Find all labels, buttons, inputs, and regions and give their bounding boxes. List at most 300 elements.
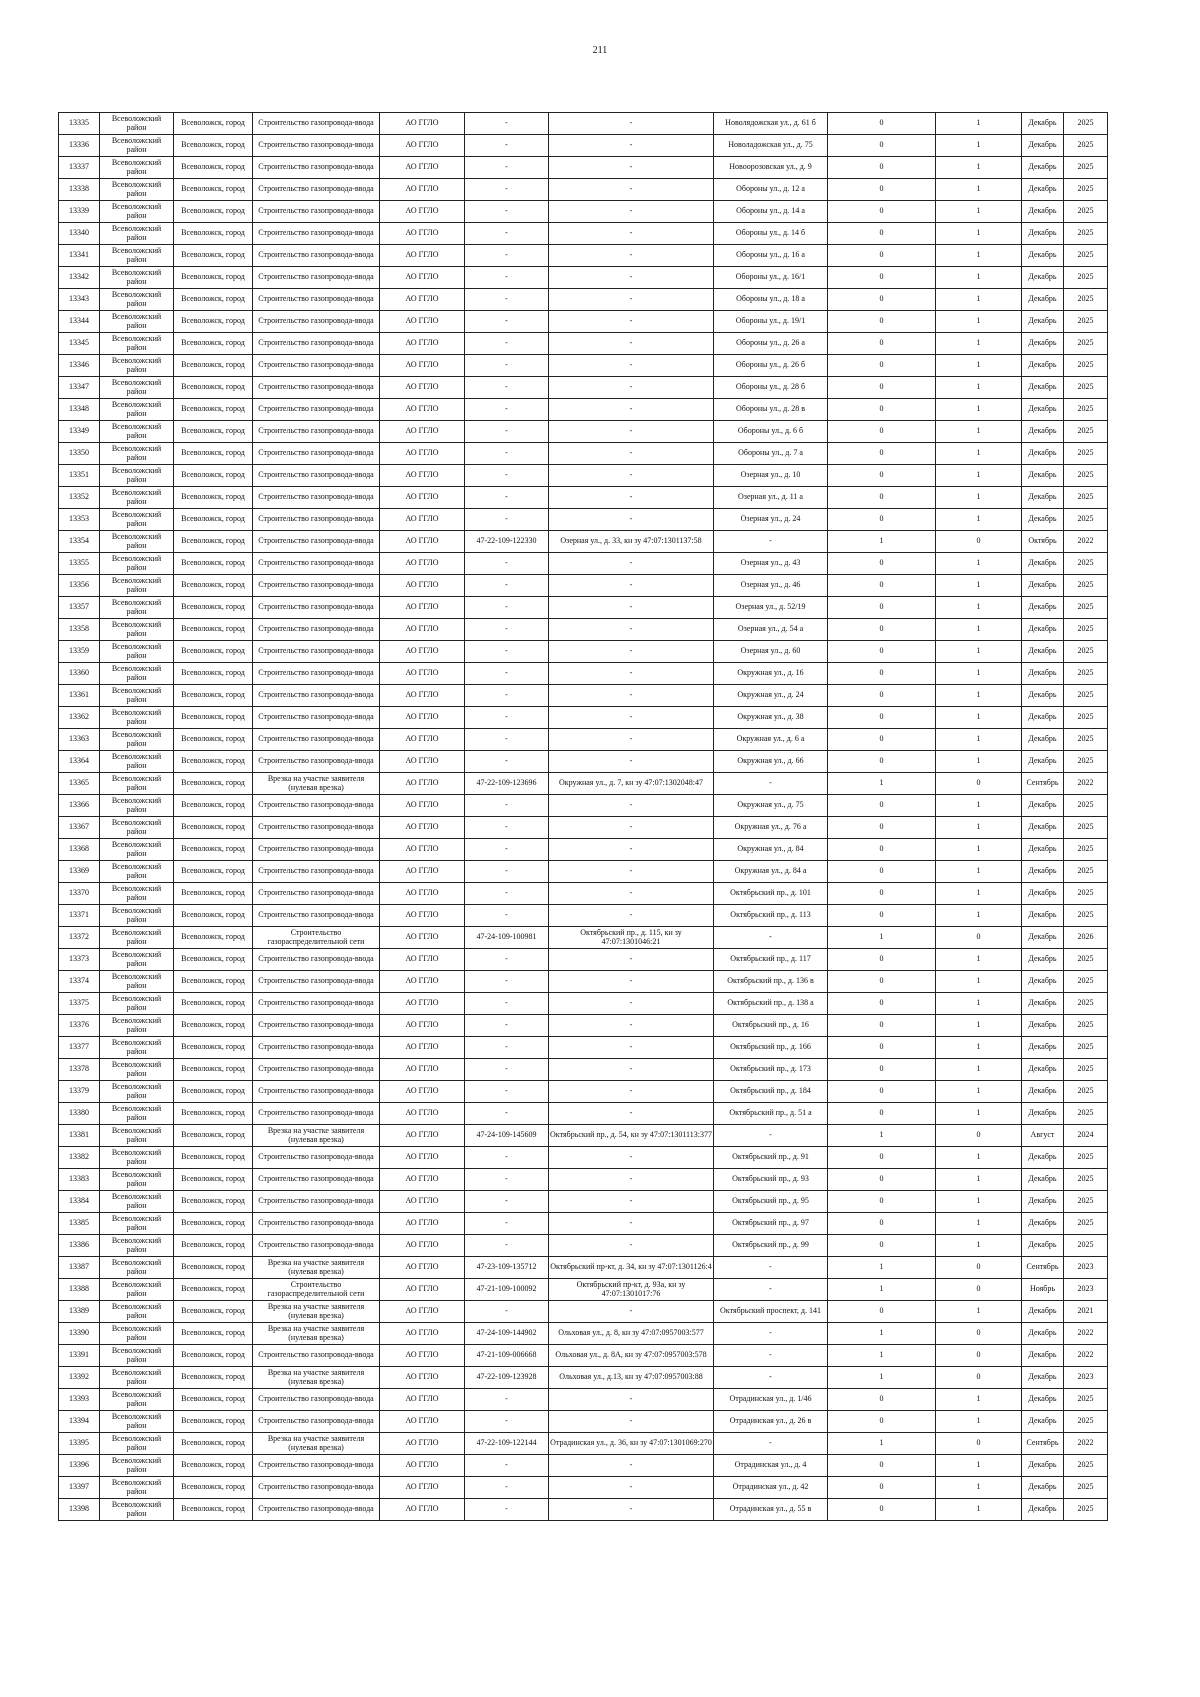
value-two-cell: 1 [936, 1103, 1022, 1125]
organization-cell: АО ГГЛО [380, 1191, 465, 1213]
value-two-cell: 1 [936, 575, 1022, 597]
year-cell: 2025 [1064, 1081, 1108, 1103]
work-type-cell: Врезка на участке заявителя (нулевая врезка) [253, 773, 380, 795]
year-cell: 2023 [1064, 1367, 1108, 1389]
application-code-cell: - [465, 245, 549, 267]
table-row [59, 509, 1108, 531]
work-type-cell: Строительство газопровода-ввода [253, 641, 380, 663]
application-code-cell: - [465, 729, 549, 751]
value-two-cell: 1 [936, 597, 1022, 619]
district-cell: Всеволожский район [100, 289, 174, 311]
address-cell: Отрадинская ул., д. 4 [714, 1455, 828, 1477]
registry-table [58, 112, 1108, 1521]
cadastral-address-cell: - [549, 1081, 714, 1103]
locality-cell: Всеволожск, город [174, 949, 253, 971]
organization-cell: АО ГГЛО [380, 949, 465, 971]
cadastral-address-cell: - [549, 201, 714, 223]
cadastral-address-cell: Окружная ул., д. 7, кн зу 47:07:1302048:47 [549, 773, 714, 795]
address-cell: Окружная ул., д. 76 а [714, 817, 828, 839]
value-one-cell: 0 [828, 707, 936, 729]
district-cell: Всеволожский район [100, 619, 174, 641]
organization-cell: АО ГГЛО [380, 1015, 465, 1037]
month-cell: Декабрь [1022, 113, 1064, 135]
organization-cell: АО ГГЛО [380, 135, 465, 157]
cadastral-address-cell: - [549, 883, 714, 905]
cadastral-address-cell: - [549, 729, 714, 751]
row-number-cell: 13394 [59, 1411, 100, 1433]
year-cell: 2022 [1064, 773, 1108, 795]
value-two-cell: 1 [936, 267, 1022, 289]
year-cell: 2022 [1064, 1323, 1108, 1345]
district-cell: Всеволожский район [100, 685, 174, 707]
address-cell: Обороны ул., д. 14 б [714, 223, 828, 245]
organization-cell: АО ГГЛО [380, 905, 465, 927]
address-cell: Окружная ул., д. 84 а [714, 861, 828, 883]
organization-cell: АО ГГЛО [380, 707, 465, 729]
address-cell: Отрадинская ул., д. 42 [714, 1477, 828, 1499]
address-cell: Октябрьский пр., д. 99 [714, 1235, 828, 1257]
organization-cell: АО ГГЛО [380, 487, 465, 509]
work-type-cell: Строительство газопровода-ввода [253, 1169, 380, 1191]
value-two-cell: 1 [936, 377, 1022, 399]
district-cell: Всеволожский район [100, 641, 174, 663]
cadastral-address-cell: - [549, 311, 714, 333]
cadastral-address-cell: - [549, 1389, 714, 1411]
value-two-cell: 1 [936, 465, 1022, 487]
address-cell: Окружная ул., д. 84 [714, 839, 828, 861]
work-type-cell: Строительство газопровода-ввода [253, 905, 380, 927]
value-one-cell: 0 [828, 597, 936, 619]
cadastral-address-cell: - [549, 817, 714, 839]
table-row [59, 685, 1108, 707]
work-type-cell: Строительство газопровода-ввода [253, 487, 380, 509]
table-row [59, 1411, 1108, 1433]
cadastral-address-cell: - [549, 663, 714, 685]
district-cell: Всеволожский район [100, 1279, 174, 1301]
table-row [59, 465, 1108, 487]
application-code-cell: - [465, 1059, 549, 1081]
value-one-cell: 1 [828, 1367, 936, 1389]
work-type-cell: Строительство газопровода-ввода [253, 509, 380, 531]
value-one-cell: 0 [828, 1081, 936, 1103]
year-cell: 2025 [1064, 1235, 1108, 1257]
locality-cell: Всеволожск, город [174, 1389, 253, 1411]
organization-cell: АО ГГЛО [380, 179, 465, 201]
table-row [59, 201, 1108, 223]
table-row [59, 1169, 1108, 1191]
work-type-cell: Строительство газопровода-ввода [253, 465, 380, 487]
cadastral-address-cell: - [549, 1015, 714, 1037]
district-cell: Всеволожский район [100, 179, 174, 201]
year-cell: 2025 [1064, 509, 1108, 531]
month-cell: Сентябрь [1022, 1433, 1064, 1455]
value-one-cell: 0 [828, 1235, 936, 1257]
work-type-cell: Строительство газопровода-ввода [253, 861, 380, 883]
locality-cell: Всеволожск, город [174, 575, 253, 597]
locality-cell: Всеволожск, город [174, 641, 253, 663]
row-number-cell: 13368 [59, 839, 100, 861]
organization-cell: АО ГГЛО [380, 333, 465, 355]
value-two-cell: 1 [936, 157, 1022, 179]
month-cell: Декабрь [1022, 839, 1064, 861]
organization-cell: АО ГГЛО [380, 663, 465, 685]
application-code-cell: - [465, 663, 549, 685]
district-cell: Всеволожский район [100, 1103, 174, 1125]
value-one-cell: 1 [828, 1323, 936, 1345]
address-cell: Обороны ул., д. 28 б [714, 377, 828, 399]
work-type-cell: Строительство газопровода-ввода [253, 399, 380, 421]
organization-cell: АО ГГЛО [380, 685, 465, 707]
locality-cell: Всеволожск, город [174, 267, 253, 289]
locality-cell: Всеволожск, город [174, 553, 253, 575]
application-code-cell: - [465, 1147, 549, 1169]
district-cell: Всеволожский район [100, 1433, 174, 1455]
value-two-cell: 1 [936, 993, 1022, 1015]
address-cell: Октябрьский пр., д. 101 [714, 883, 828, 905]
cadastral-address-cell: - [549, 179, 714, 201]
value-one-cell: 0 [828, 245, 936, 267]
month-cell: Декабрь [1022, 1345, 1064, 1367]
work-type-cell: Строительство газопровода-ввода [253, 113, 380, 135]
cadastral-address-cell: - [549, 905, 714, 927]
address-cell: Октябрьский проспект, д. 141 [714, 1301, 828, 1323]
cadastral-address-cell: Октябрьский пр-кт, д. 34, кн зу 47:07:1301126:4 [549, 1257, 714, 1279]
work-type-cell: Строительство газопровода-ввода [253, 1411, 380, 1433]
cadastral-address-cell: Отрадинская ул., д. 36, кн зу 47:07:1301069:270 [549, 1433, 714, 1455]
row-number-cell: 13367 [59, 817, 100, 839]
locality-cell: Всеволожск, город [174, 1257, 253, 1279]
row-number-cell: 13398 [59, 1499, 100, 1521]
application-code-cell: 47-22-109-122144 [465, 1433, 549, 1455]
value-one-cell: 0 [828, 157, 936, 179]
year-cell: 2025 [1064, 487, 1108, 509]
cadastral-address-cell: - [549, 355, 714, 377]
application-code-cell: - [465, 861, 549, 883]
value-two-cell: 1 [936, 1015, 1022, 1037]
organization-cell: АО ГГЛО [380, 1169, 465, 1191]
address-cell: Обороны ул., д. 6 б [714, 421, 828, 443]
value-one-cell: 0 [828, 1015, 936, 1037]
value-one-cell: 0 [828, 201, 936, 223]
year-cell: 2025 [1064, 817, 1108, 839]
value-one-cell: 0 [828, 311, 936, 333]
value-two-cell: 0 [936, 927, 1022, 949]
month-cell: Декабрь [1022, 817, 1064, 839]
table-row [59, 597, 1108, 619]
locality-cell: Всеволожск, город [174, 1125, 253, 1147]
month-cell: Декабрь [1022, 465, 1064, 487]
table-row [59, 421, 1108, 443]
locality-cell: Всеволожск, город [174, 1015, 253, 1037]
cadastral-address-cell: - [549, 949, 714, 971]
application-code-cell: - [465, 817, 549, 839]
cadastral-address-cell: - [549, 1037, 714, 1059]
district-cell: Всеволожский район [100, 993, 174, 1015]
row-number-cell: 13356 [59, 575, 100, 597]
application-code-cell: - [465, 1389, 549, 1411]
application-code-cell: - [465, 1235, 549, 1257]
address-cell: - [714, 531, 828, 553]
year-cell: 2025 [1064, 839, 1108, 861]
organization-cell: АО ГГЛО [380, 1367, 465, 1389]
locality-cell: Всеволожск, город [174, 1191, 253, 1213]
row-number-cell: 13385 [59, 1213, 100, 1235]
cadastral-address-cell: - [549, 487, 714, 509]
address-cell: Октябрьский пр., д. 173 [714, 1059, 828, 1081]
month-cell: Декабрь [1022, 1455, 1064, 1477]
value-two-cell: 1 [936, 201, 1022, 223]
table-row [59, 135, 1108, 157]
month-cell: Декабрь [1022, 1015, 1064, 1037]
value-two-cell: 0 [936, 1433, 1022, 1455]
address-cell: Окружная ул., д. 24 [714, 685, 828, 707]
year-cell: 2025 [1064, 377, 1108, 399]
address-cell: Окружная ул., д. 38 [714, 707, 828, 729]
district-cell: Всеволожский район [100, 575, 174, 597]
year-cell: 2025 [1064, 443, 1108, 465]
value-two-cell: 1 [936, 1477, 1022, 1499]
value-one-cell: 0 [828, 883, 936, 905]
organization-cell: АО ГГЛО [380, 575, 465, 597]
table-row [59, 1059, 1108, 1081]
organization-cell: АО ГГЛО [380, 795, 465, 817]
district-cell: Всеволожский район [100, 1389, 174, 1411]
locality-cell: Всеволожск, город [174, 971, 253, 993]
year-cell: 2025 [1064, 1213, 1108, 1235]
district-cell: Всеволожский район [100, 905, 174, 927]
value-one-cell: 0 [828, 905, 936, 927]
locality-cell: Всеволожск, город [174, 1081, 253, 1103]
district-cell: Всеволожский район [100, 443, 174, 465]
locality-cell: Всеволожск, город [174, 1213, 253, 1235]
application-code-cell: - [465, 201, 549, 223]
address-cell: Октябрьский пр., д. 51 а [714, 1103, 828, 1125]
year-cell: 2025 [1064, 421, 1108, 443]
cadastral-address-cell: - [549, 1213, 714, 1235]
value-two-cell: 1 [936, 289, 1022, 311]
address-cell: Октябрьский пр., д. 93 [714, 1169, 828, 1191]
year-cell: 2025 [1064, 1389, 1108, 1411]
district-cell: Всеволожский район [100, 773, 174, 795]
cadastral-address-cell: Октябрьский пр., д. 54, кн зу 47:07:1301113:377 [549, 1125, 714, 1147]
year-cell: 2025 [1064, 597, 1108, 619]
value-two-cell: 1 [936, 817, 1022, 839]
organization-cell: АО ГГЛО [380, 399, 465, 421]
cadastral-address-cell: - [549, 1411, 714, 1433]
value-one-cell: 0 [828, 135, 936, 157]
month-cell: Декабрь [1022, 443, 1064, 465]
work-type-cell: Строительство газопровода-ввода [253, 1455, 380, 1477]
value-two-cell: 1 [936, 641, 1022, 663]
application-code-cell: - [465, 1169, 549, 1191]
district-cell: Всеволожский район [100, 157, 174, 179]
value-one-cell: 0 [828, 685, 936, 707]
registry-body [59, 113, 1108, 1521]
organization-cell: АО ГГЛО [380, 1477, 465, 1499]
value-one-cell: 0 [828, 575, 936, 597]
organization-cell: АО ГГЛО [380, 1081, 465, 1103]
value-one-cell: 0 [828, 465, 936, 487]
row-number-cell: 13365 [59, 773, 100, 795]
value-one-cell: 0 [828, 113, 936, 135]
application-code-cell: - [465, 1499, 549, 1521]
row-number-cell: 13393 [59, 1389, 100, 1411]
year-cell: 2025 [1064, 575, 1108, 597]
organization-cell: АО ГГЛО [380, 531, 465, 553]
month-cell: Декабрь [1022, 619, 1064, 641]
address-cell: Обороны ул., д. 16 а [714, 245, 828, 267]
table-row [59, 157, 1108, 179]
value-two-cell: 0 [936, 773, 1022, 795]
address-cell: Октябрьский пр., д. 184 [714, 1081, 828, 1103]
application-code-cell: - [465, 751, 549, 773]
application-code-cell: - [465, 707, 549, 729]
table-row [59, 1103, 1108, 1125]
month-cell: Октябрь [1022, 531, 1064, 553]
work-type-cell: Строительство газопровода-ввода [253, 443, 380, 465]
table-row [59, 949, 1108, 971]
organization-cell: АО ГГЛО [380, 157, 465, 179]
month-cell: Декабрь [1022, 377, 1064, 399]
address-cell: Октябрьский пр., д. 16 [714, 1015, 828, 1037]
year-cell: 2025 [1064, 179, 1108, 201]
table-row [59, 1499, 1108, 1521]
application-code-cell: - [465, 685, 549, 707]
row-number-cell: 13355 [59, 553, 100, 575]
row-number-cell: 13396 [59, 1455, 100, 1477]
address-cell: Обороны ул., д. 14 а [714, 201, 828, 223]
table-row [59, 1191, 1108, 1213]
application-code-cell: - [465, 641, 549, 663]
district-cell: Всеволожский район [100, 1147, 174, 1169]
locality-cell: Всеволожск, город [174, 619, 253, 641]
value-two-cell: 1 [936, 245, 1022, 267]
month-cell: Декабрь [1022, 663, 1064, 685]
work-type-cell: Строительство газопровода-ввода [253, 751, 380, 773]
locality-cell: Всеволожск, город [174, 355, 253, 377]
table-row [59, 1323, 1108, 1345]
organization-cell: АО ГГЛО [380, 245, 465, 267]
year-cell: 2025 [1064, 1015, 1108, 1037]
work-type-cell: Строительство газопровода-ввода [253, 421, 380, 443]
work-type-cell: Строительство газопровода-ввода [253, 597, 380, 619]
month-cell: Декабрь [1022, 597, 1064, 619]
month-cell: Декабрь [1022, 245, 1064, 267]
locality-cell: Всеволожск, город [174, 1323, 253, 1345]
value-two-cell: 1 [936, 905, 1022, 927]
work-type-cell: Врезка на участке заявителя (нулевая врезка) [253, 1367, 380, 1389]
table-row [59, 795, 1108, 817]
value-one-cell: 0 [828, 971, 936, 993]
table-row [59, 311, 1108, 333]
district-cell: Всеволожский район [100, 465, 174, 487]
table-row [59, 575, 1108, 597]
table-row [59, 289, 1108, 311]
year-cell: 2025 [1064, 685, 1108, 707]
address-cell: Окружная ул., д. 16 [714, 663, 828, 685]
district-cell: Всеволожский район [100, 1015, 174, 1037]
table-row [59, 1213, 1108, 1235]
month-cell: Декабрь [1022, 685, 1064, 707]
application-code-cell: - [465, 949, 549, 971]
value-one-cell: 0 [828, 333, 936, 355]
year-cell: 2022 [1064, 1433, 1108, 1455]
work-type-cell: Строительство газопровода-ввода [253, 135, 380, 157]
value-one-cell: 0 [828, 839, 936, 861]
locality-cell: Всеволожск, город [174, 289, 253, 311]
address-cell: Октябрьский пр., д. 166 [714, 1037, 828, 1059]
address-cell: Новоладожская ул., д. 75 [714, 135, 828, 157]
locality-cell: Всеволожск, город [174, 707, 253, 729]
month-cell: Декабрь [1022, 1103, 1064, 1125]
value-one-cell: 0 [828, 399, 936, 421]
month-cell: Декабрь [1022, 949, 1064, 971]
organization-cell: АО ГГЛО [380, 1103, 465, 1125]
value-one-cell: 1 [828, 1345, 936, 1367]
application-code-cell: - [465, 311, 549, 333]
value-one-cell: 0 [828, 1213, 936, 1235]
organization-cell: АО ГГЛО [380, 553, 465, 575]
address-cell: Озерная ул., д. 43 [714, 553, 828, 575]
application-code-cell: - [465, 993, 549, 1015]
application-code-cell: 47-21-109-100092 [465, 1279, 549, 1301]
work-type-cell: Строительство газопровода-ввода [253, 575, 380, 597]
application-code-cell: - [465, 1455, 549, 1477]
month-cell: Декабрь [1022, 1169, 1064, 1191]
district-cell: Всеволожский район [100, 729, 174, 751]
row-number-cell: 13343 [59, 289, 100, 311]
year-cell: 2024 [1064, 1125, 1108, 1147]
value-one-cell: 0 [828, 1147, 936, 1169]
cadastral-address-cell: Ольховая ул., д.13, кн зу 47:07:0957003:88 [549, 1367, 714, 1389]
locality-cell: Всеволожск, город [174, 1037, 253, 1059]
month-cell: Декабрь [1022, 883, 1064, 905]
value-two-cell: 1 [936, 1191, 1022, 1213]
locality-cell: Всеволожск, город [174, 179, 253, 201]
application-code-cell: - [465, 399, 549, 421]
work-type-cell: Строительство газопровода-ввода [253, 1345, 380, 1367]
organization-cell: АО ГГЛО [380, 993, 465, 1015]
month-cell: Декабрь [1022, 553, 1064, 575]
table-row [59, 113, 1108, 135]
year-cell: 2025 [1064, 663, 1108, 685]
row-number-cell: 13366 [59, 795, 100, 817]
district-cell: Всеволожский район [100, 113, 174, 135]
value-one-cell: 0 [828, 1455, 936, 1477]
table-row [59, 1257, 1108, 1279]
row-number-cell: 13388 [59, 1279, 100, 1301]
row-number-cell: 13344 [59, 311, 100, 333]
year-cell: 2025 [1064, 201, 1108, 223]
cadastral-address-cell: - [549, 1301, 714, 1323]
work-type-cell: Строительство газопровода-ввода [253, 1015, 380, 1037]
year-cell: 2025 [1064, 751, 1108, 773]
row-number-cell: 13384 [59, 1191, 100, 1213]
month-cell: Декабрь [1022, 641, 1064, 663]
row-number-cell: 13381 [59, 1125, 100, 1147]
address-cell: Озерная ул., д. 60 [714, 641, 828, 663]
application-code-cell: - [465, 289, 549, 311]
application-code-cell: - [465, 421, 549, 443]
value-two-cell: 1 [936, 1059, 1022, 1081]
cadastral-address-cell: - [549, 509, 714, 531]
work-type-cell: Строительство газопровода-ввода [253, 267, 380, 289]
district-cell: Всеволожский район [100, 707, 174, 729]
locality-cell: Всеволожск, город [174, 1279, 253, 1301]
table-row [59, 1301, 1108, 1323]
year-cell: 2023 [1064, 1257, 1108, 1279]
value-two-cell: 1 [936, 1037, 1022, 1059]
